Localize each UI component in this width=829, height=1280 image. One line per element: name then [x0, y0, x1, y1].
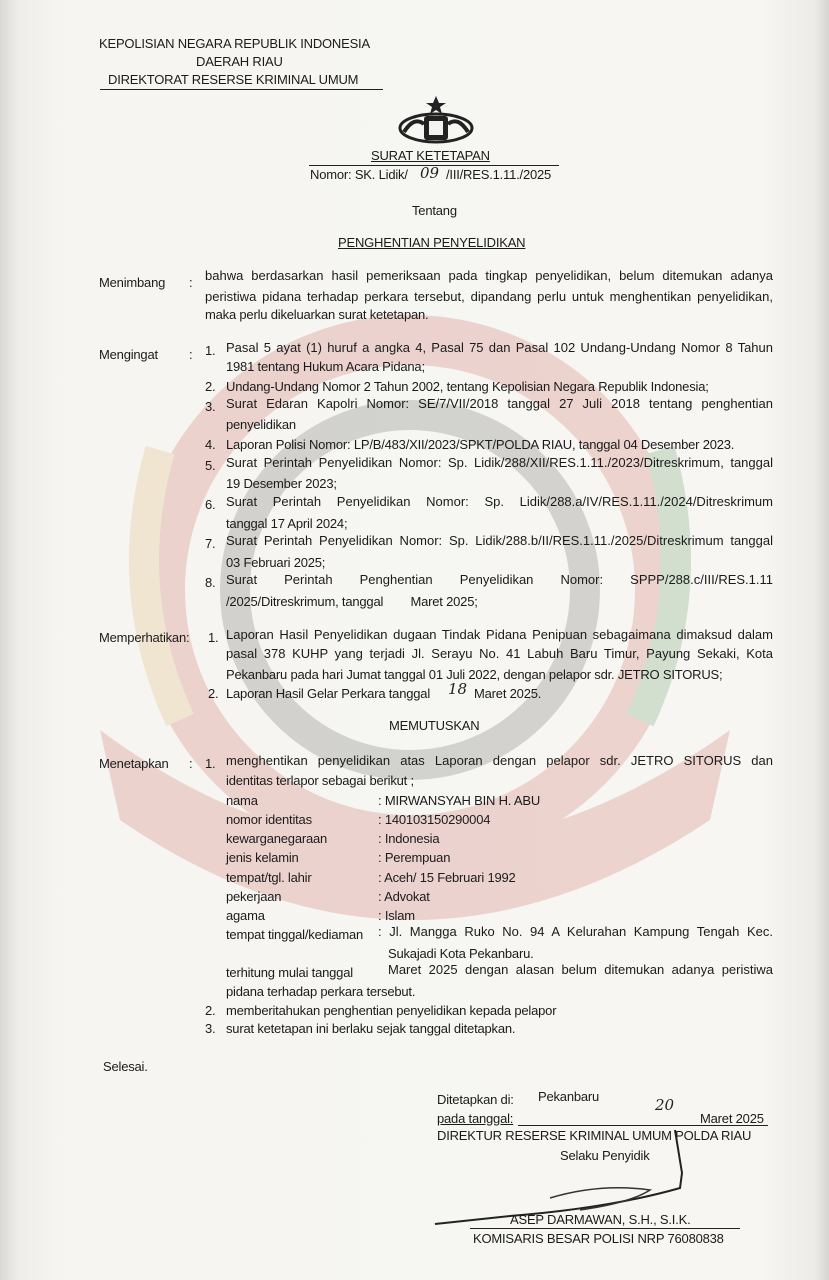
terhitung-label: terhitung mulai tanggal [226, 965, 353, 980]
mengingat-item1-line1: Pasal 5 ayat (1) huruf a angka 4, Pasal 75 dan Pasal 102 Undang-Undang Nomor 8 Tahun [226, 340, 773, 355]
memperhatikan-num-2: 2. [208, 686, 219, 701]
identity-value-jenis-kelamin: : Perempuan [378, 850, 451, 865]
memperhatikan-item2-text-end: Maret 2025. [474, 686, 542, 701]
mengingat-num-8: 8. [205, 575, 216, 590]
identity-label-alamat: tempat tinggal/kediaman [226, 927, 364, 942]
doc-number-handwritten: 09 [420, 164, 440, 182]
pada-tanggal-handwritten-day: 20 [655, 1096, 675, 1114]
header-line2: DAERAH RIAU [196, 54, 283, 69]
menetapkan-item1-line1: menghentikan penyelidikan atas Laporan dengan pelapor sdr. JETRO SITORUS dan [226, 753, 773, 768]
ditetapkan-label: Ditetapkan di: [437, 1092, 514, 1107]
selesai-text: Selesai. [103, 1059, 148, 1074]
mengingat-item3-line1: Surat Edaran Kapolri Nomor: SE/7/VII/2018 tanggal 27 Juli 2018 tentang penghentian [226, 396, 773, 411]
mengingat-num-2: 2. [205, 379, 216, 394]
menimbang-line1: bahwa berdasarkan hasil pemeriksaan pada tingkap penyelidikan, belum ditemukan adanya [205, 268, 773, 283]
menetapkan-item3-text: surat ketetapan ini berlaku sejak tanggal ditetapkan. [226, 1021, 516, 1036]
mengingat-item5-line1: Surat Perintah Penyelidikan Nomor: Sp. Lidik/288/XII/RES.1.11./2023/Ditreskrimum, tanggal [226, 455, 773, 470]
identity-value-alamat: : Jl. Mangga Ruko No. 94 A Kelurahan Kampung Tengah Kec. [378, 924, 773, 939]
mengingat-item3-line2: penyelidikan [226, 417, 296, 432]
mengingat-num-5: 5. [205, 458, 216, 473]
pada-tanggal-value: Maret 2025 [700, 1111, 764, 1126]
mengingat-item6-line1: Surat Perintah Penyelidikan Nomor: Sp. Lidik/288.a/IV/RES.1.11./2024/Ditreskrimum [226, 494, 773, 509]
mengingat-item5-line2: 19 Desember 2023; [226, 476, 337, 491]
ditetapkan-value: Pekanbaru [538, 1089, 600, 1104]
menimbang-colon: : [189, 275, 193, 290]
menetapkan-item2-text: memberitahukan penghentian penyelidikan kepada pelapor [226, 1003, 557, 1018]
menimbang-label: Menimbang [99, 275, 166, 290]
mengingat-item6-line2: tanggal 17 April 2024; [226, 516, 348, 531]
terhitung-cont: pidana terhadap perkara tersebut. [226, 984, 416, 999]
memperhatikan-item1-line3: Pekanbaru pada hari Jumat tanggal 01 Juli 2022, dengan pelapor sdr. JETRO SITORUS; [226, 667, 723, 682]
menetapkan-num-3: 3. [205, 1021, 216, 1036]
signatory-underline [470, 1228, 740, 1229]
mengingat-item4-line1: Laporan Polisi Nomor: LP/B/483/XII/2023/SPKT/POLDA RIAU, tanggal 04 Desember 2023. [226, 437, 735, 452]
identity-label-nama: nama [226, 793, 258, 808]
mengingat-item1-line2: 1981 tentang Hukum Acara Pidana; [226, 359, 425, 374]
signatory-rank-nrp: KOMISARIS BESAR POLISI NRP 76080838 [473, 1231, 724, 1246]
identity-value-agama: : Islam [378, 908, 415, 923]
doc-subject: PENGHENTIAN PENYELIDIKAN [338, 235, 526, 250]
signatory-title: DIREKTUR RESERSE KRIMINAL UMUM POLDA RIAU [437, 1128, 752, 1143]
doc-title: SURAT KETETAPAN [371, 148, 490, 163]
mengingat-num-7: 7. [205, 536, 216, 551]
mengingat-num-4: 4. [205, 437, 216, 452]
mengingat-label: Mengingat [99, 347, 158, 362]
doc-tentang: Tentang [412, 203, 457, 218]
mengingat-num-6: 6. [205, 497, 216, 512]
identity-label-agama: agama [226, 908, 265, 923]
memperhatikan-item2-handwritten-date: 18 [448, 680, 468, 698]
doc-number-suffix: /III/RES.1.11./2025 [446, 167, 552, 182]
signatory-name: ASEP DARMAWAN, S.H., S.I.K. [510, 1212, 691, 1227]
memperhatikan-item1-line1: Laporan Hasil Penyelidikan dugaan Tindak Pidana Penipuan sebagaimana dimaksud dalam [226, 627, 773, 642]
mengingat-item2-line1: Undang-Undang Nomor 2 Tahun 2002, tentang Kepolisian Negara Republik Indonesia; [226, 379, 709, 394]
memutuskan-heading: MEMUTUSKAN [389, 718, 480, 733]
header-line3: DIREKTORAT RESERSE KRIMINAL UMUM [108, 72, 359, 87]
memperhatikan-item1-line2: pasal 378 KUHP yang terjadi Jl. Serayu No. 41 Labuh Baru Timur, Payung Sekaki, Kota [226, 646, 773, 661]
identity-label-jenis-kelamin: jenis kelamin [226, 850, 299, 865]
menetapkan-item1-line2: identitas terlapor sebagai berikut ; [226, 773, 414, 788]
mengingat-num-3: 3. [205, 399, 216, 414]
doc-number-prefix: Nomor: SK. Lidik/ [310, 167, 408, 182]
mengingat-num-1: 1. [205, 343, 216, 358]
identity-value-kewarganegaraan: : Indonesia [378, 831, 440, 846]
identity-value-nomor: : 140103150290004 [378, 812, 491, 827]
identity-label-pekerjaan: pekerjaan [226, 889, 282, 904]
mengingat-item7-line2: 03 Februari 2025; [226, 555, 326, 570]
mengingat-colon: : [189, 347, 193, 362]
identity-value-alamat-cont: Sukajadi Kota Pekanbaru. [388, 946, 534, 961]
menetapkan-label: Menetapkan [99, 756, 169, 771]
header-divider [100, 89, 383, 90]
identity-value-ttl: : Aceh/ 15 Februari 1992 [378, 870, 516, 885]
signatory-role: Selaku Penyidik [560, 1148, 650, 1163]
mengingat-item8-line1: Surat Perintah Penghentian Penyelidikan Nomor: SPPP/288.c/III/RES.1.11 [226, 572, 773, 587]
header-line1: KEPOLISIAN NEGARA REPUBLIK INDONESIA [99, 36, 370, 51]
identity-value-nama: : MIRWANSYAH BIN H. ABU [378, 793, 541, 808]
mengingat-item7-line1: Surat Perintah Penyelidikan Nomor: Sp. Lidik/288.b/II/RES.1.11./2025/Ditreskrimum tanggal [226, 533, 773, 548]
terhitung-value: Maret 2025 dengan alasan belum ditemukan adanya peristiwa [388, 962, 773, 977]
police-emblem-icon [396, 94, 476, 146]
identity-label-ttl: tempat/tgl. lahir [226, 870, 312, 885]
identity-label-kewarganegaraan: kewarganegaraan [226, 831, 328, 846]
memperhatikan-label: Memperhatikan: [99, 630, 190, 645]
memperhatikan-num-1: 1. [208, 630, 219, 645]
mengingat-item8-line2: /2025/Ditreskrimum, tanggal Maret 2025; [226, 594, 478, 609]
menetapkan-colon: : [189, 756, 193, 771]
menimbang-line2: peristiwa pidana terhadap perkara tersebut, dipandang perlu untuk menghentikan penyelidikan, [205, 289, 773, 304]
identity-value-pekerjaan: : Advokat [378, 889, 430, 904]
pada-tanggal-label: pada tanggal: [437, 1111, 514, 1126]
menetapkan-num-2: 2. [205, 1003, 216, 1018]
memperhatikan-item2-text: Laporan Hasil Gelar Perkara tanggal [226, 686, 434, 701]
menimbang-line3: maka perlu dikeluarkan surat ketetapan. [205, 307, 429, 322]
menetapkan-num-1: 1. [205, 756, 216, 771]
identity-label-nomor: nomor identitas [226, 812, 312, 827]
